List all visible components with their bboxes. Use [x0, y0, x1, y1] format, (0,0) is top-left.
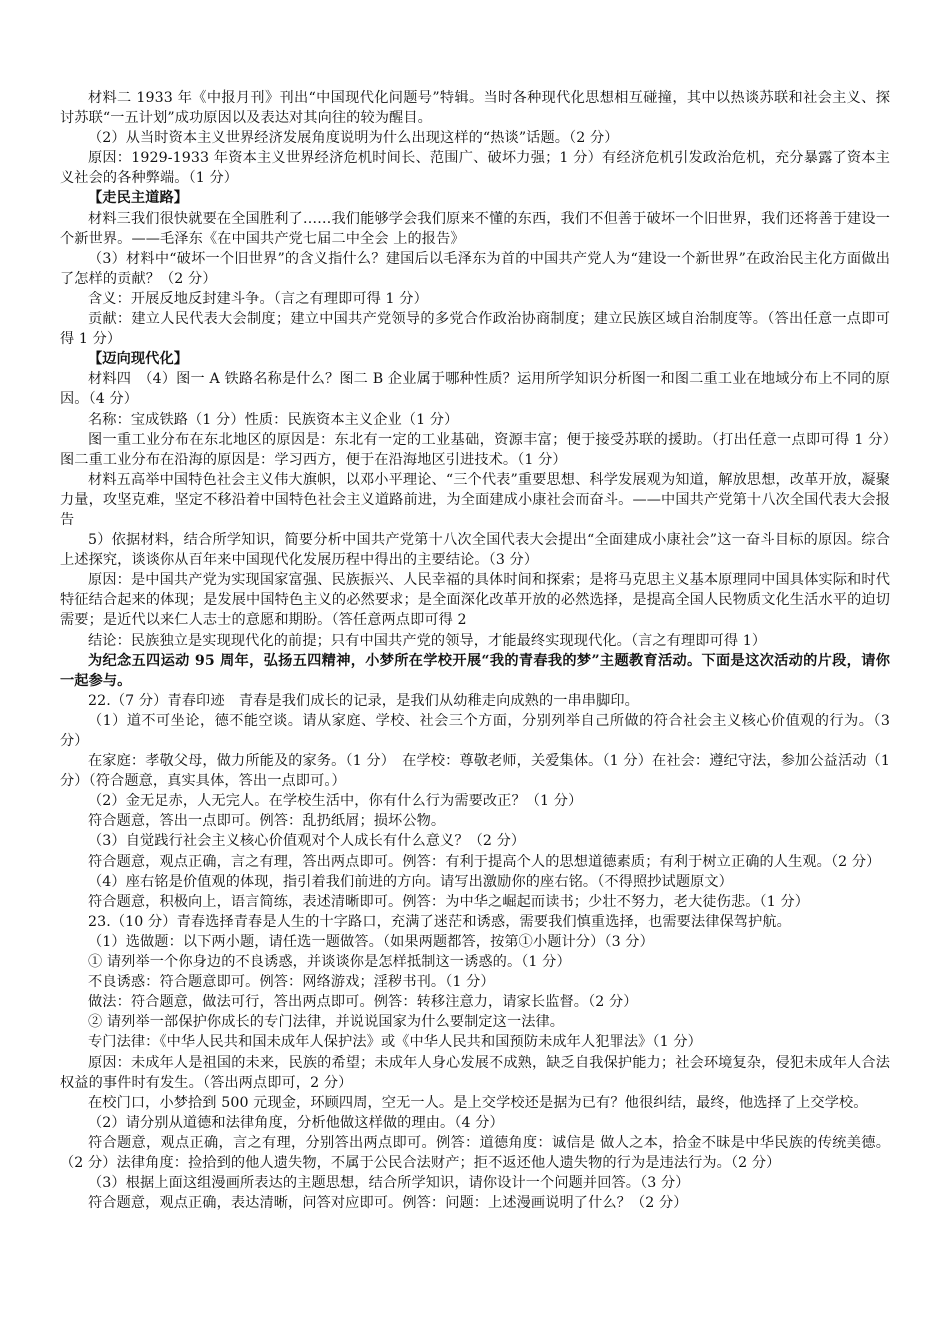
section-heading: 为纪念五四运动 95 周年，弘扬五四精神，小梦所在学校开展“我的青春我的梦”主题教育活动。下面是这次活动的片段，请你一起参与。: [60, 652, 890, 689]
paragraph: 做法：符合题意，做法可行，答出两点即可。例答：转移注意力，请家长监督。（2 分）: [88, 994, 638, 1011]
paragraph: 原因：未成年人是祖国的未来，民族的希望；未成年人身心发展不成熟，缺乏自我保护能力；社会环境复杂，侵犯未成年人合法权益的事件时有发生。（答出两点即可，2 分）: [60, 1054, 890, 1091]
paragraph: 符合题意，观点正确，表达清晰，问答对应即可。例答：问题：上述漫画说明了什么？（2 分）: [88, 1195, 688, 1212]
paragraph: （1）选做题：以下两小题，请任选一题做答。（如果两题都答，按第①小题计分）（3 分）: [88, 933, 654, 950]
paragraph: 22.（7 分）青春印迹 青春是我们成长的记录，是我们从幼稚走向成熟的一串串脚印。: [88, 692, 639, 709]
paragraph: 材料二 1933 年《中报月刊》刊出“中国现代化问题号”特辑。当时各种现代化思想相互碰撞，其中以热谈苏联和社会主义、探讨苏联“一五计划”成功原因以及表达对其向往的较为醒目。: [60, 90, 890, 127]
paragraph: 23.（10 分）青春选择青春是人生的十字路口，充满了迷茫和诱惑，需要我们慎重选择，也需要法律保驾护航。: [88, 913, 791, 930]
paragraph: 在家庭：孝敬父母，做力所能及的家务。（1 分） 在学校：尊敬老师，关爱集体。（1 分）在社会：遵纪守法，参加公益活动（1 分）（符合题意，真实具体，答出一点即可。）: [60, 753, 890, 790]
paragraph: 材料四 （4）图一 A 铁路名称是什么？图二 B 企业属于哪种性质？运用所学知识分析图一和图二重工业在地域分布上不同的原因。（4 分）: [60, 371, 890, 408]
paragraph: 材料三我们很快就要在全国胜利了……我们能够学会我们原来不懂的东西，我们不但善于破坏一个旧世界，我们还将善于建设一个新世界。——毛泽东《在中国共产党七届二中全会 上的报告》: [60, 210, 890, 247]
paragraph: 原因：是中国共产党为实现国家富强、民族振兴、人民幸福的具体时间和探索；是将马克思主义基本原理同中国具体实际和时代特征结合起来的体现；是发展中国特色主义的必然要求；是全面深化改革开放的必然选择，是提高全国人民物质文化生活水平的迫切需要；是近代以来仁人志士的意愿和期盼。（答任意两点即可得 2: [60, 572, 890, 629]
paragraph: 专门法律：《中华人民共和国未成年人保护法》或《中华人民共和国预防未成年人犯罪法》（1 分）: [88, 1034, 702, 1051]
paragraph: 符合题意，答出一点即可。例答：乱扔纸屑；损坏公物。: [88, 813, 446, 830]
paragraph: 在校门口，小梦拾到 500 元现金，环顾四周，空无一人。是上交学校还是据为已有？他很纠结，最终，他选择了上交学校。: [88, 1094, 868, 1111]
paragraph: （3）根据上面这组漫画所表达的主题思想，结合所学知识，请你设计一个问题并回答。（3 分）: [88, 1175, 690, 1192]
paragraph: （2）请分别从道德和法律角度，分析他做这样做的理由。（4 分）: [88, 1114, 504, 1131]
paragraph: 原因：1929-1933 年资本主义世界经济危机时间长、范围广、破坏力强；1 分）有经济危机引发政治危机，充分暴露了资本主义社会的各种弊端。（1 分）: [60, 150, 890, 187]
paragraph: （2）从当时资本主义世界经济发展角度说明为什么出现这样的“热谈”话题。（2 分）: [88, 130, 619, 147]
paragraph: 符合题意，积极向上，语言简练，表述清晰即可。例答：为中华之崛起而读书；少壮不努力，老大徒伤悲。（1 分）: [88, 893, 810, 910]
paragraph: 材料五高举中国特色社会主义伟大旗帜，以邓小平理论、“三个代表”重要思想、科学发展观为知道，解放思想，改革开放，凝聚力量，攻坚克难，坚定不移沿着中国特色社会主义道路前进，为全面建成小康社会而奋斗。——中国共产党第十八次全国代表大会报告: [60, 471, 890, 528]
paragraph: 不良诱惑：符合题意即可。例答：网络游戏；淫秽书刊。（1 分）: [88, 974, 495, 991]
paragraph: （3）自觉践行社会主义核心价值观对个人成长有什么意义？（2 分）: [88, 833, 526, 850]
paragraph: （1）道不可坐论，德不能空谈。请从家庭、学校、社会三个方面，分别列举自己所做的符合社会主义核心价值观的行为。（3 分）: [60, 712, 890, 749]
paragraph: （4）座右铭是价值观的体现，指引着我们前进的方向。请写出激励你的座右铭。（不得照抄试题原文）: [88, 873, 733, 890]
paragraph: 符合题意，观点正确，言之有理，答出两点即可。例答：有利于提高个人的思想道德素质；有利于树立正确的人生观。（2 分）: [88, 853, 881, 870]
section-heading: 【走民主道路】: [88, 190, 189, 207]
paragraph: （3）材料中“破坏一个旧世界”的含义指什么？建国后以毛泽东为首的中国共产党人为“建设一个新世界”在政治民主化方面做出了怎样的贡献？（2 分）: [60, 250, 890, 287]
paragraph: 结论：民族独立是实现现代化的前提；只有中国共产党的领导，才能最终实现现代化。（言之有理即可得 1）: [88, 632, 767, 649]
paragraph: 图一重工业分布在东北地区的原因是：东北有一定的工业基础，资源丰富；便于接受苏联的援助。（打出任意一点即可得 1 分） 图二重工业分布在沿海的原因是：学习西方，便于在沿海地区引进技术。（1 分）: [60, 431, 909, 468]
paragraph: 名称：宝成铁路（1 分）性质：民族资本主义企业（1 分）: [88, 411, 459, 428]
paragraph: 贡献：建立人民代表大会制度；建立中国共产党领导的多党合作政治协商制度；建立民族区域自治制度等。（答出任意一点即可得 1 分）: [60, 311, 890, 348]
paragraph: 符合题意，观点正确，言之有理，分别答出两点即可。例答：道德角度：诚信是 做人之本，拾金不昧是中华民族的传统美德。（2 分）法律角度：捡拾到的他人遗失物，不属于公民合法财产；拒不返还他人遗失物的行为是违法行为。（2 分）: [60, 1134, 890, 1171]
paragraph: 含义：开展反地反封建斗争。（言之有理即可得 1 分）: [88, 290, 428, 307]
paragraph: （2）金无足赤，人无完人。在学校生活中，你有什么行为需要改正？（1 分）: [88, 793, 583, 810]
paragraph: ① 请列举一个你身边的不良诱惑，并谈谈你是怎样抵制这一诱惑的。（1 分）: [88, 954, 571, 971]
paragraph: ② 请列举一部保护你成长的专门法律，并说说国家为什么要制定这一法律。: [88, 1014, 565, 1031]
section-heading: 【迈向现代化】: [88, 351, 189, 368]
paragraph: 5）依据材料，结合所学知识，简要分析中国共产党第十八次全国代表大会提出“全面建成小康社会”这一奋斗目标的原因。综合上述探究，谈谈你从百年来中国现代化发展历程中得出的主要结论。（3 分）: [60, 532, 890, 569]
